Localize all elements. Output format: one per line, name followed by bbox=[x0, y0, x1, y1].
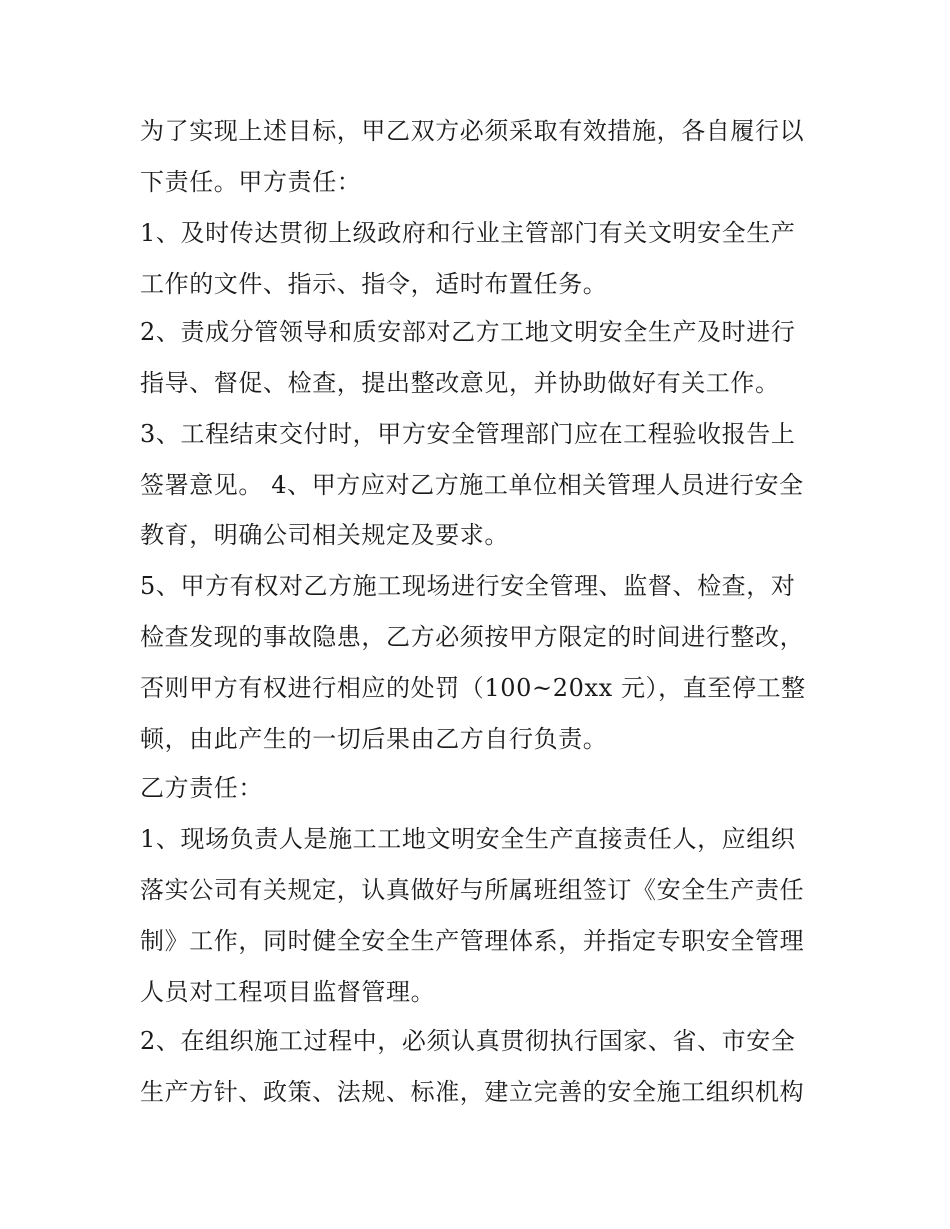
text-line: 生产方针、政策、法规、标准，建立完善的安全施工组织机构 bbox=[140, 1078, 805, 1106]
section-heading: 乙方责任： bbox=[140, 774, 263, 802]
text-line: 5、甲方有权对乙方施工现场进行安全管理、监督、检查，对 bbox=[140, 572, 796, 600]
text-line: 下责任。甲方责任： bbox=[140, 168, 362, 196]
text-line: 检查发现的事故隐患，乙方必须按甲方限定的时间进行整改， bbox=[140, 623, 805, 651]
text-line: 顿，由此产生的一切后果由乙方自行负责。 bbox=[140, 725, 608, 753]
text-line: 2、责成分管领导和质安部对乙方工地文明安全生产及时进行 bbox=[140, 318, 796, 346]
text-line: 1、现场负责人是施工工地文明安全生产直接责任人，应组织 bbox=[140, 825, 796, 853]
text-line: 1、及时传达贯彻上级政府和行业主管部门有关文明安全生产 bbox=[140, 219, 796, 247]
text-line: 2、在组织施工过程中，必须认真贯彻执行国家、省、市安全 bbox=[140, 1027, 796, 1055]
text-line: 指导、督促、检查，提出整改意见，并协助做好有关工作。 bbox=[140, 369, 780, 397]
text-line: 教育，明确公司相关规定及要求。 bbox=[140, 521, 509, 549]
text-line: 落实公司有关规定，认真做好与所属班组签订《安全生产责任 bbox=[140, 876, 805, 904]
text-line: 否则甲方有权进行相应的处罚（100~20xx 元），直至停工整 bbox=[140, 674, 806, 702]
text-line: 签署意见。 4、甲方应对乙方施工单位相关管理人员进行安全 bbox=[140, 471, 804, 499]
text-line: 制》工作，同时健全安全生产管理体系，并指定专职安全管理 bbox=[140, 927, 805, 955]
text-line: 工作的文件、指示、指令，适时布置任务。 bbox=[140, 270, 608, 298]
text-line: 3、工程结束交付时，甲方安全管理部门应在工程验收报告上 bbox=[140, 420, 796, 448]
text-line: 人员对工程项目监督管理。 bbox=[140, 978, 436, 1006]
text-line: 为了实现上述目标，甲乙双方必须采取有效措施，各自履行以 bbox=[140, 117, 805, 145]
